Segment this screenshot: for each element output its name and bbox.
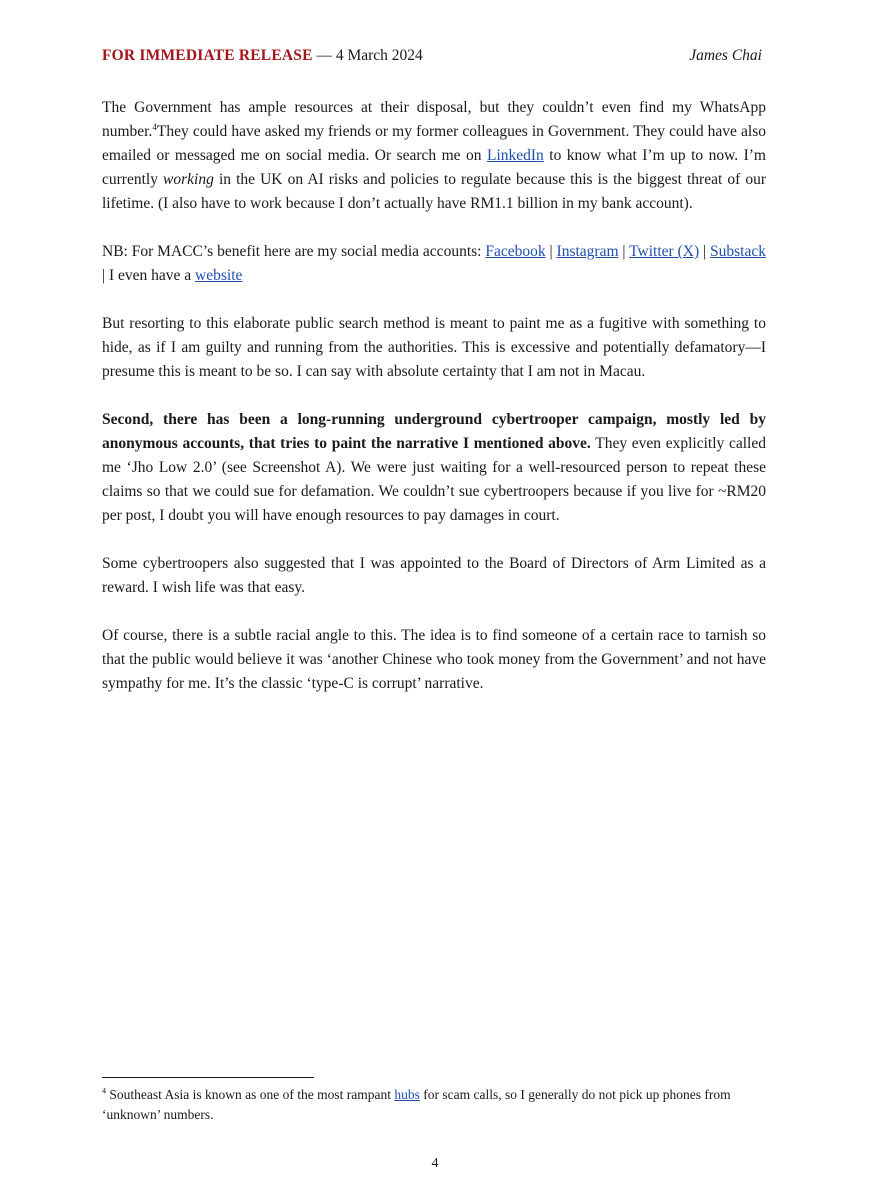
- bold-lead: Second, there has been a long-running underground cybertrooper campaign, mostly led by anonymous accounts, that tries to paint the narrative I mentioned above.: [102, 411, 766, 452]
- paragraph-text: in the UK on AI risks and policies to regulate because this is the biggest threat of our lifetime. (I also have to work because I don’t actually have RM1.1 billion in my bank account).: [102, 171, 767, 212]
- footnote: [102, 1085, 766, 1125]
- page-header: [102, 44, 762, 68]
- hubs-link[interactable]: hubs: [394, 1087, 420, 1102]
- linkedin-link[interactable]: LinkedIn: [486, 147, 544, 164]
- link-separator: |: [545, 243, 557, 260]
- paragraph-fugitive: But resorting to this elaborate public search method is meant to paint me as a fugitive with something to hide, as if I am guilty and running from the authorities. This is excessive and potentially defamatory—I presume this is meant to be so. I can say with absolute certainty that I am not in Macau.: [102, 315, 766, 380]
- paragraph-text: They even explicitly called me ‘Jho Low 2.0’ (see Screenshot A). We were just waiting for a well-resourced person to repeat these claims so that we could sue for defamation. We couldn’t sue cybertroopers because if you live for ~RM20 per post, I doubt you will have enough resources to pay damages in court.: [102, 435, 766, 524]
- paragraph-text: They could have asked my friends or my former colleagues in Government. They could have also emailed or messaged me on social media. Or search me on: [102, 123, 766, 164]
- footnote-text: for scam calls, so I generally do not pick up phones from ‘unknown’ numbers.: [102, 1087, 731, 1122]
- paragraph-text: to know what I’m up to now. I’m currently: [102, 147, 766, 188]
- link-separator: |: [618, 243, 630, 260]
- paragraph-text: | I even have a: [102, 267, 196, 284]
- paragraph-text: The Government has ample resources at their disposal, but they couldn’t even find my WhatsApp number.: [102, 99, 766, 140]
- release-date: 4 March 2024: [335, 47, 423, 64]
- footnote-reference[interactable]: 4: [152, 121, 157, 132]
- header-separator: —: [312, 47, 336, 64]
- link-separator: |: [699, 243, 711, 260]
- paragraph-social-accounts: [102, 240, 766, 288]
- instagram-link[interactable]: Instagram: [556, 243, 619, 260]
- paragraph-cybertrooper: [102, 408, 766, 528]
- document-body: [102, 96, 766, 696]
- header-author: James Chai: [689, 47, 762, 64]
- header-left: [102, 44, 423, 68]
- paragraph-racial-angle: Of course, there is a subtle racial angle to this. The idea is to find someone of a certain race to tarnish so that the public would believe it was ‘another Chinese who took money from the Government’ and not have sympathy for me. It’s the classic ‘type-C is corrupt’ narrative.: [102, 627, 766, 692]
- facebook-link[interactable]: Facebook: [485, 243, 546, 260]
- website-link[interactable]: website: [195, 267, 243, 284]
- twitter-link[interactable]: Twitter (X): [629, 243, 700, 260]
- paragraph-whatsapp: [102, 96, 766, 216]
- footnote-text: Southeast Asia is known as one of the most rampant: [106, 1087, 395, 1102]
- footnote-divider: [102, 1077, 314, 1078]
- italic-working: working: [163, 171, 214, 188]
- paragraph-text: NB: For MACC’s benefit here are my social media accounts:: [102, 243, 486, 260]
- footnote-number: 4: [102, 1086, 106, 1096]
- release-label: FOR IMMEDIATE RELEASE: [102, 47, 313, 64]
- substack-link[interactable]: Substack: [710, 243, 766, 260]
- page-number: 4: [431, 1156, 439, 1171]
- paragraph-arm-board: Some cybertroopers also suggested that I was appointed to the Board of Directors of Arm Limited as a reward. I wish life was that easy.: [102, 555, 766, 596]
